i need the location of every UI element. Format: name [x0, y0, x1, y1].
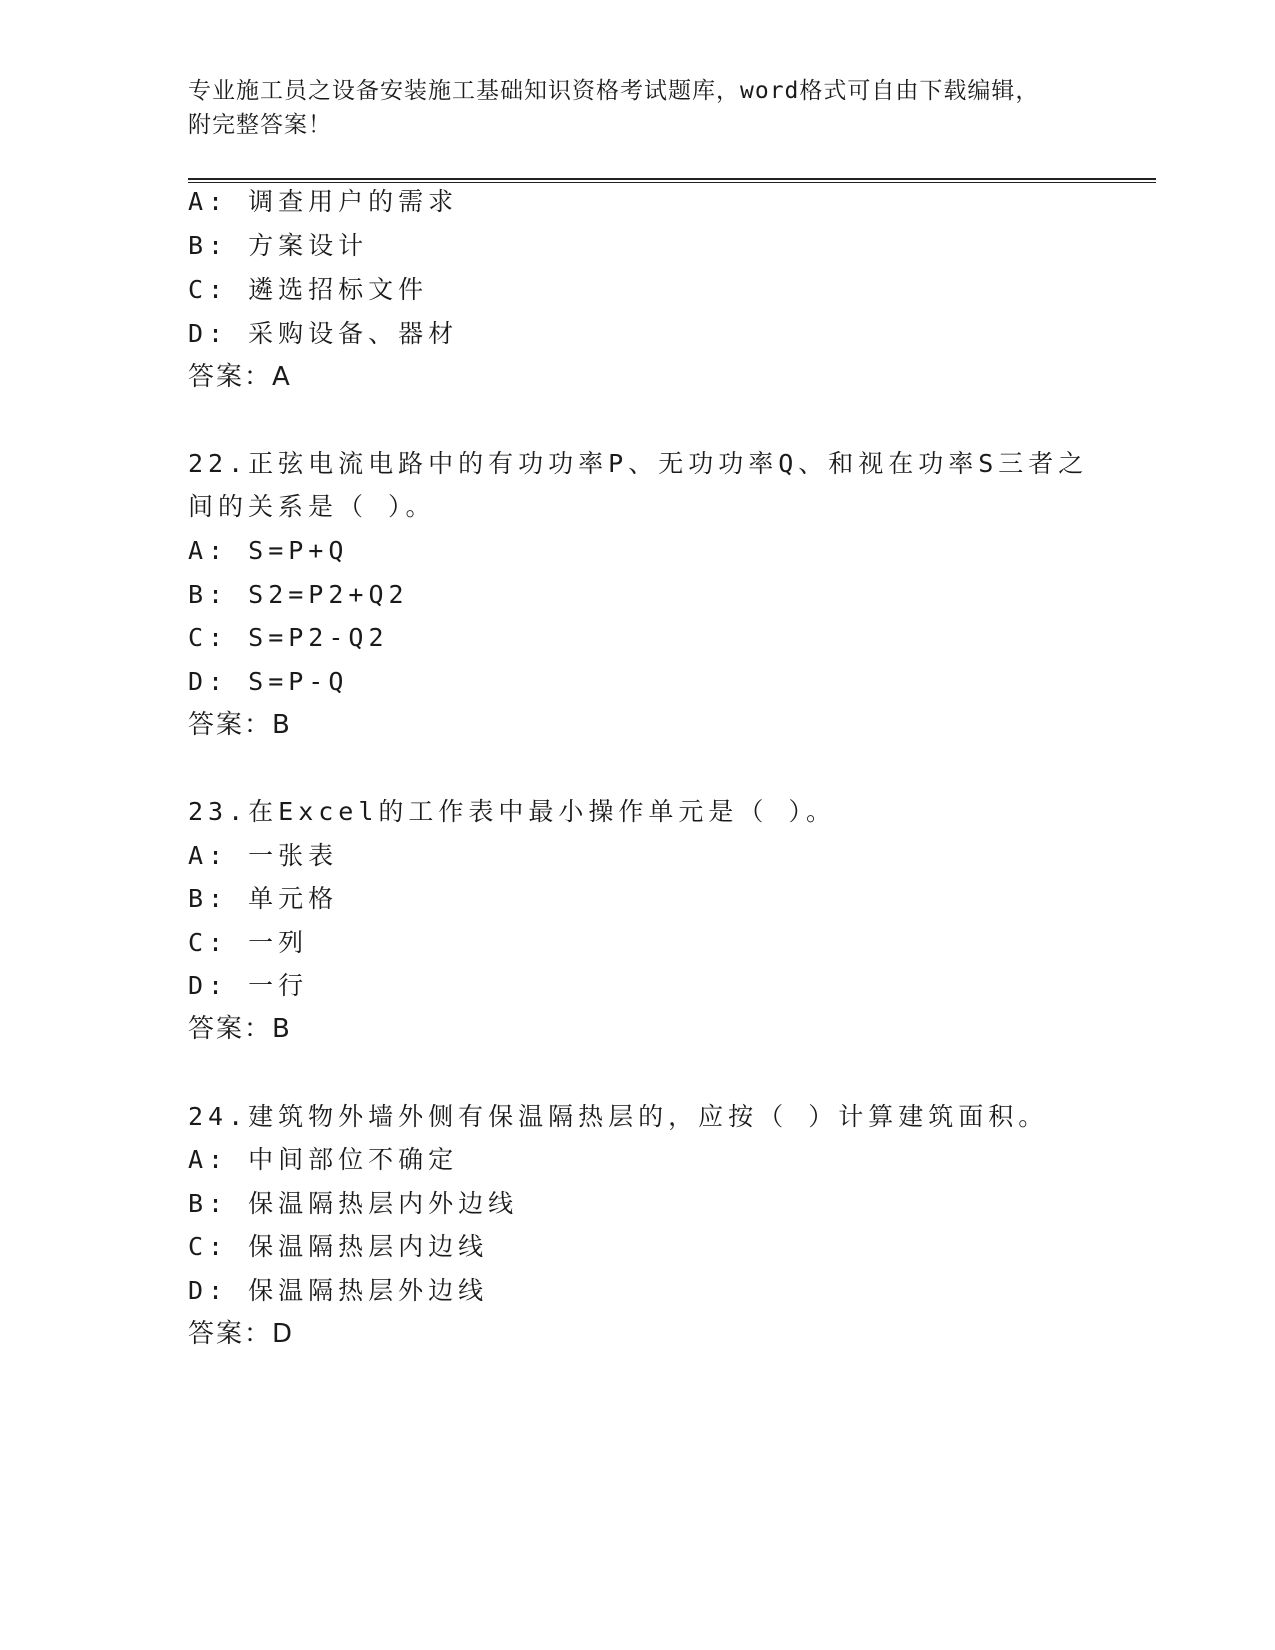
q23-option-b: B: 单元格: [188, 884, 339, 913]
q24-question-line-1: 24.建筑物外墙外侧有保温隔热层的，应按（ ）计算建筑面积。: [188, 1102, 1049, 1131]
answer-label: 答案：: [188, 1014, 273, 1044]
q22-option-b: B: S2=P2+Q2: [188, 580, 409, 609]
q24-option-d: D: 保温隔热层外边线: [188, 1276, 489, 1305]
q21-option-d: D: 采购设备、器材: [188, 319, 459, 348]
q23-option-c: C: 一列: [188, 928, 309, 957]
q23-option-a: A: 一张表: [188, 841, 339, 870]
q22-question-line-1: 22.正弦电流电路中的有功功率P、无功功率Q、和视在功率S三者之: [188, 449, 1089, 478]
q24-option-c: C: 保温隔热层内边线: [188, 1232, 489, 1261]
q21-option-a: A: 调查用户的需求: [188, 187, 459, 216]
header-divider: [188, 178, 1156, 183]
answer-value: D: [272, 1319, 293, 1349]
answer-value: A: [272, 362, 290, 392]
q22-option-a: A: S=P+Q: [188, 536, 349, 565]
answer-value: B: [272, 1014, 290, 1044]
q23-answer: [188, 1013, 290, 1045]
q22-question-line-2: 间的关系是（ ）。: [188, 492, 436, 521]
q24-option-b: B: 保温隔热层内外边线: [188, 1189, 519, 1218]
header-line-2: 附完整答案！: [188, 112, 332, 138]
answer-label: 答案：: [188, 362, 273, 392]
answer-label: 答案：: [188, 710, 273, 740]
answer-label: 答案：: [188, 1319, 273, 1349]
q22-answer: [188, 709, 290, 741]
q22-option-c: C: S=P2-Q2: [188, 623, 389, 652]
q21-option-b: B: 方案设计: [188, 231, 369, 260]
q21-option-c: C: 遴选招标文件: [188, 275, 429, 304]
header-line-1: 专业施工员之设备安装施工基础知识资格考试题库，word格式可自由下载编辑，: [188, 78, 1040, 104]
q23-option-d: D: 一行: [188, 971, 309, 1000]
q24-answer: [188, 1318, 292, 1350]
q24-option-a: A: 中间部位不确定: [188, 1145, 459, 1174]
q21-answer: [188, 361, 290, 393]
document-header: [188, 74, 1088, 142]
answer-value: B: [272, 710, 290, 740]
q23-question-line-1: 23.在Excel的工作表中最小操作单元是（ ）。: [188, 797, 836, 826]
q22-option-d: D: S=P-Q: [188, 667, 349, 696]
